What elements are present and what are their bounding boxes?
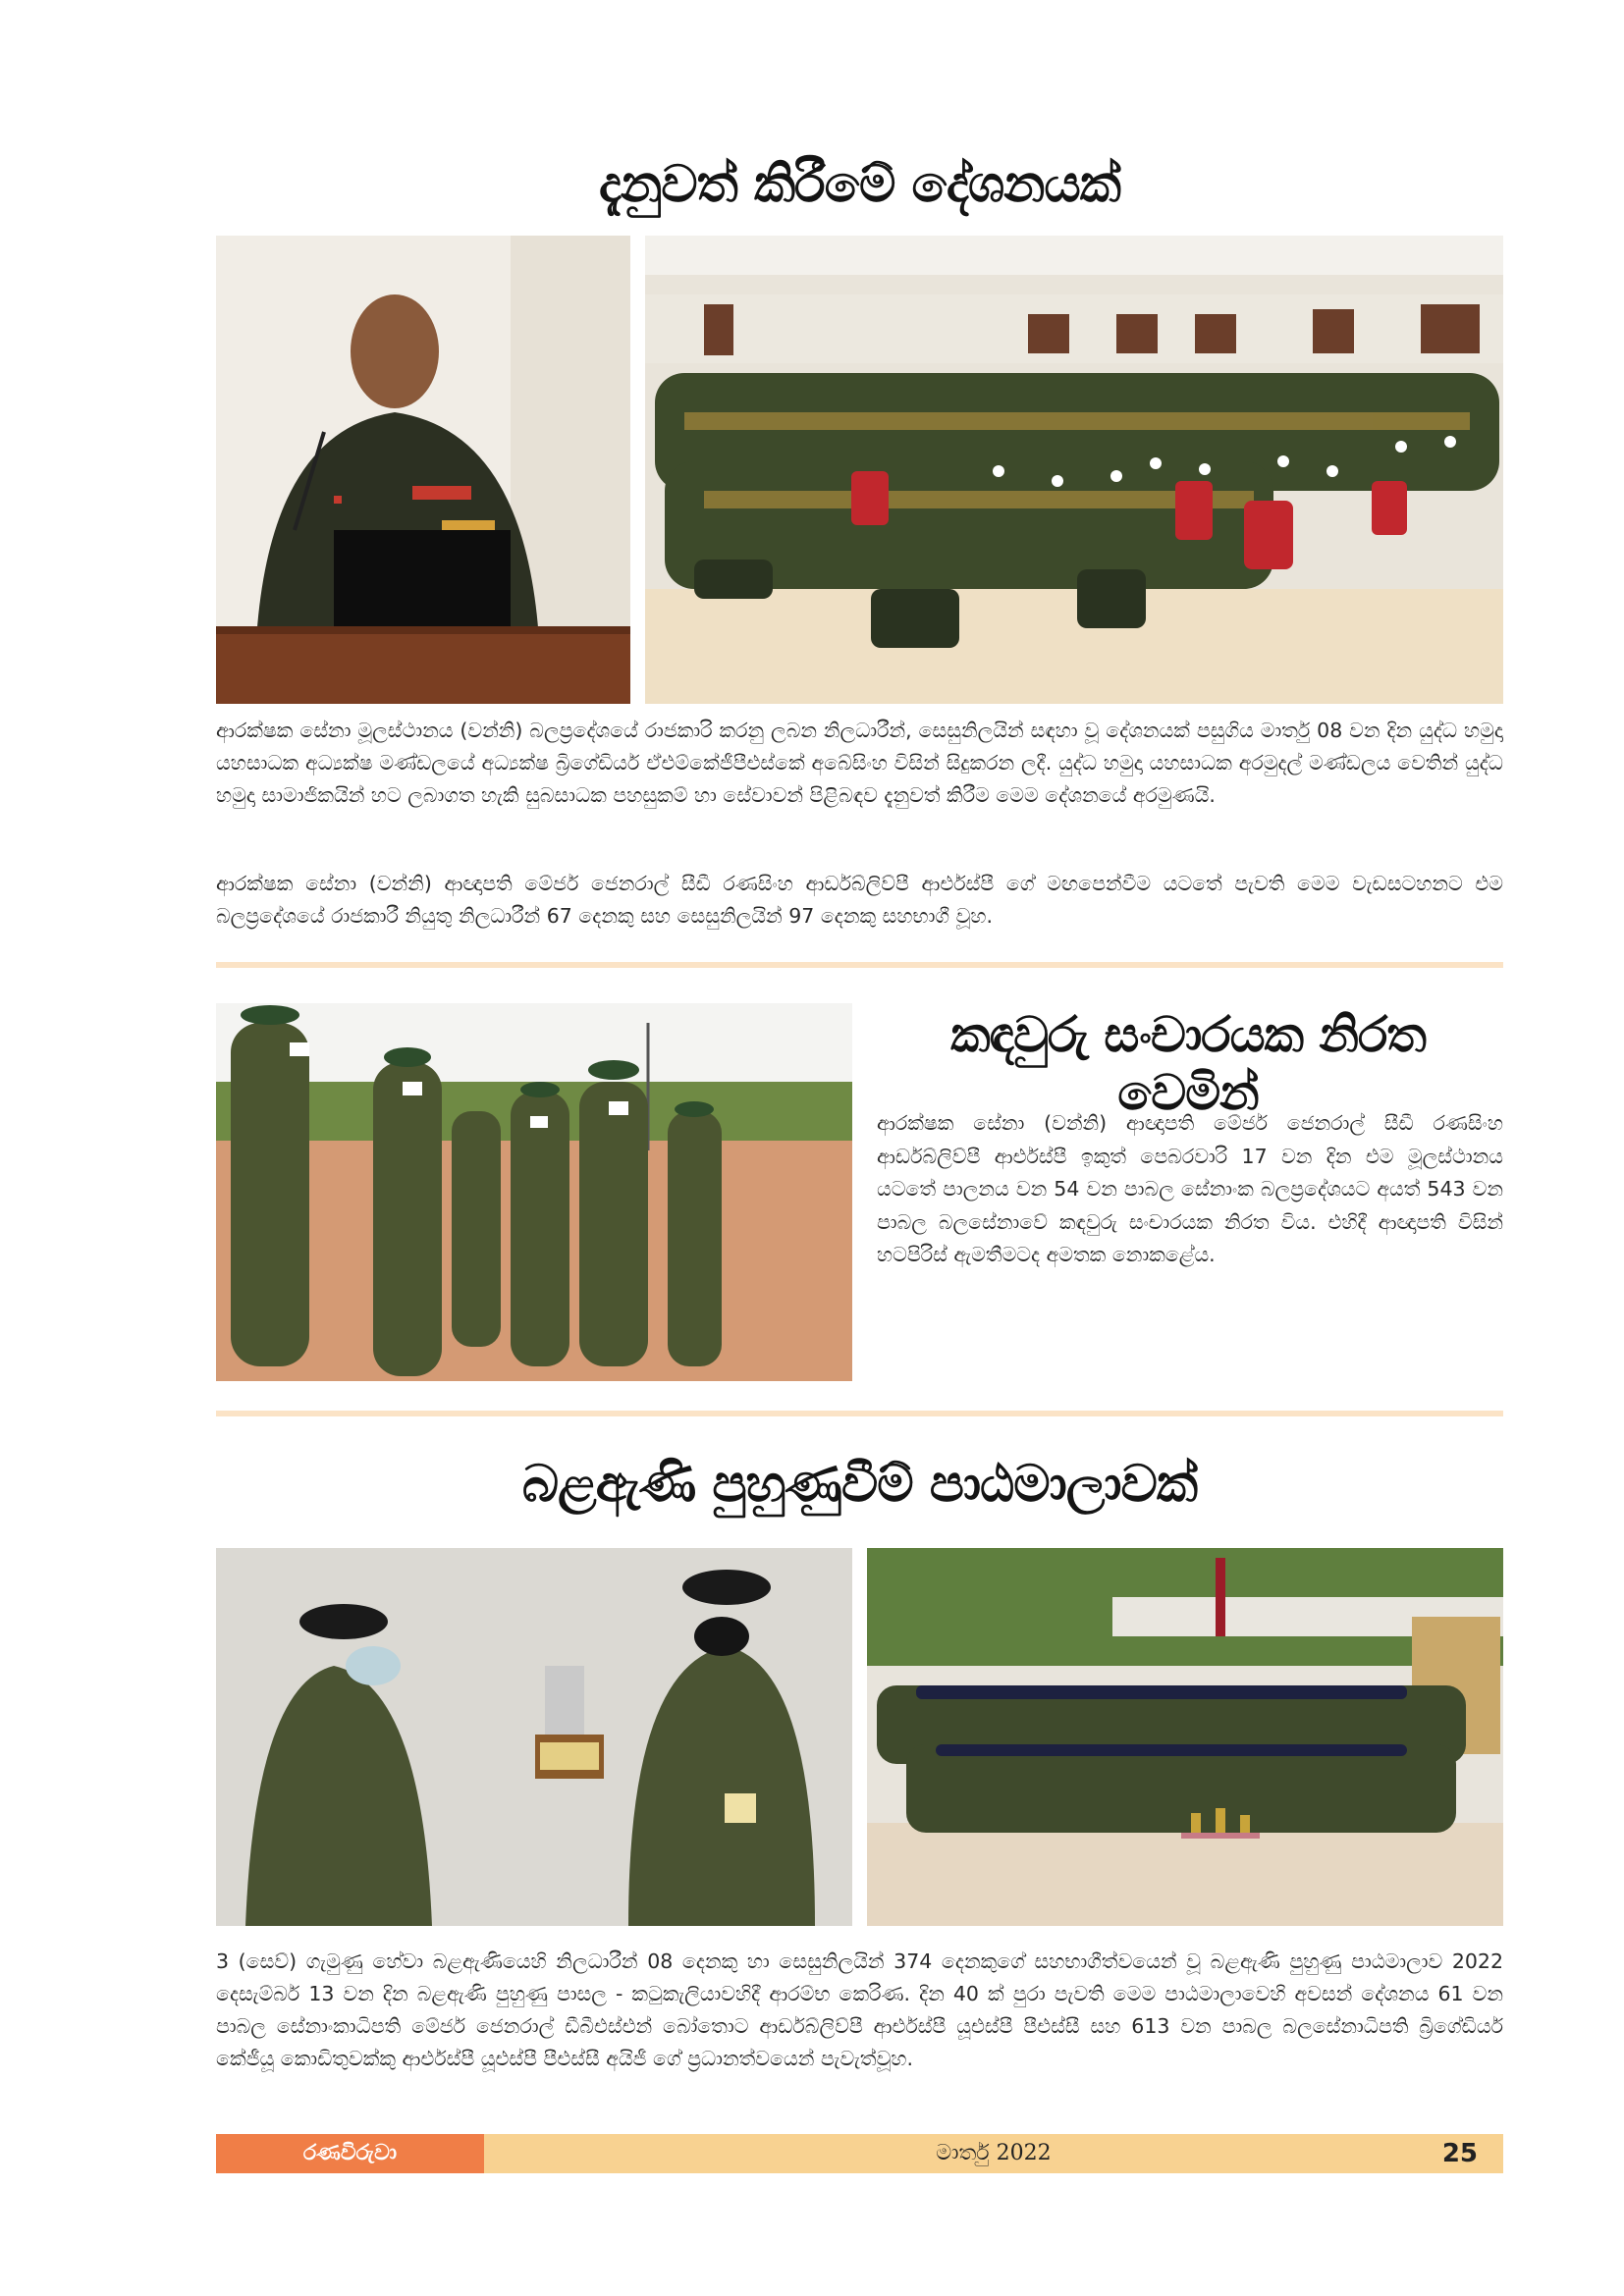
- speaker-photo: [216, 236, 630, 704]
- magazine-name: රණවිරුවා: [216, 2134, 484, 2173]
- article2-title: කඳවුරු සංචාරයක නිරත වෙමින්: [950, 1006, 1426, 1121]
- page-number: 25: [1441, 2139, 1478, 2168]
- section-divider: [216, 1411, 1503, 1416]
- group-photo: [867, 1548, 1503, 1926]
- issue-date: මාර්තු 2022: [936, 2141, 1052, 2165]
- article2-paragraph: ආරක්ෂක සේනා (වන්නි) ආඥාපති මේජර් ජෙනරාල් සීඩී රණසිංහ ආර්ඩබ්ලිව්පී ආර්එස්පී ඉකුත් පෙබරවාරි 17 වන දින එම මූලස්ථානය යටතේ පාලනය වන 54 වන පාබල සේනාංක බලප්‍රදේශයට අයත් 543 වන පාබල බලසේනාවේ කඳවුරු සංචාරයක නිරත විය. එහිදී ආඥාපති විසින් හටපිරිස් ඇමතීමටද අමතක නොකළේය.: [877, 1111, 1503, 1266]
- trophy-presentation-photo: [216, 1548, 852, 1926]
- article3-title: බළඇණි පුහුණුවීම් පාඨමාලාවක්: [521, 1455, 1198, 1514]
- article1-title: දැනුවත් කිරීමේ දේශනයක්: [598, 155, 1121, 214]
- section-divider: [216, 962, 1503, 968]
- article1-paragraph-2: ආරක්ෂක සේනා (වන්නි) ආඥාපති මේජර් ජෙනරාල් සීඩී රණසිංහ ආර්ඩබ්ලිව්පී ආර්එස්පී ගේ මඟපෙන්වීම යටතේ පැවති මෙම වැඩසටහනට එම බලප්‍රදේශයේ රාජකාරී නියුතු නිලධාරීන් 67 දෙනකු සහ සෙසුනිලයින් 97 දෙනකු සහභාගී වූහ.: [216, 872, 1503, 928]
- page-footer: [216, 2134, 1503, 2173]
- footer-band: [484, 2134, 1503, 2173]
- article1-paragraph-1: ආරක්ෂක සේනා මූලස්ථානය (වන්නි) බලප්‍රදේශයේ රාජකාරි කරනු ලබන නිලධාරීන්, සෙසුනිලයින් සඳහා වූ දේශනයක් පසුගිය මාර්තු 08 වන දින යුද්ධ හමුදා යහසාධක අධ්‍යක්ෂ මණ්ඩලයේ අධ්‍යක්ෂ බ්‍රිගේඩියර් ඒඑම්කේජීපීඑස්කේ අබේසිංහ විසින් සිදුකරන ලදී. යුද්ධ හමුදා යහසාධක අරමුදල් මණ්ඩලය වෙතින් යුද්ධ හමුදා සාමාජිකයින් හට ලබාගත හැකි සුබසාධක පහසුකම් හා සේවාවන් පිළිබඳව දැනුවත් කිරීම මෙම දේශනයේ අරමුණයි.: [216, 719, 1503, 807]
- article3-paragraph: 3 (සෙව්) ගැමුණු හේවා බළඇණියෙහි නිලධාරීන් 08 දෙනකු හා සෙසුනිලයින් 374 දෙනකුගේ සහභාගීත්වයෙන් වූ බළඇණි පුහුණු පාඨමාලාව 2022 දෙසැම්බර් 13 වන දින බළඇණි පුහුණු පාසල - කටුකැලියාවහිදී ආරම්භ කෙරිණ. දින 40 ක් පුරා පැවති මෙම පාඨමාලාවෙහි අවසන් දේශනය 61 වන පාබල සේනාංකාධිපති මේජර් ජෙනරාල් ඩීබීඑස්එන් බෝතොට ආර්ඩබ්ලිව්පී ආර්එස්පී යූඑස්පී පීඑස්සී සහ 613 වන පාබල බලසේනාධිපති බ්‍රිගේඩියර් කේජීයූ කොඩිතුවක්කු ආර්එස්පී යූඑස්පී පීඑස්සී අයිජී ගේ ප්‍රධානත්වයෙන් පැවැත්වූහ.: [216, 1949, 1503, 2070]
- camp-visit-photo: [216, 1003, 852, 1381]
- lecture-hall-photo: [645, 236, 1503, 704]
